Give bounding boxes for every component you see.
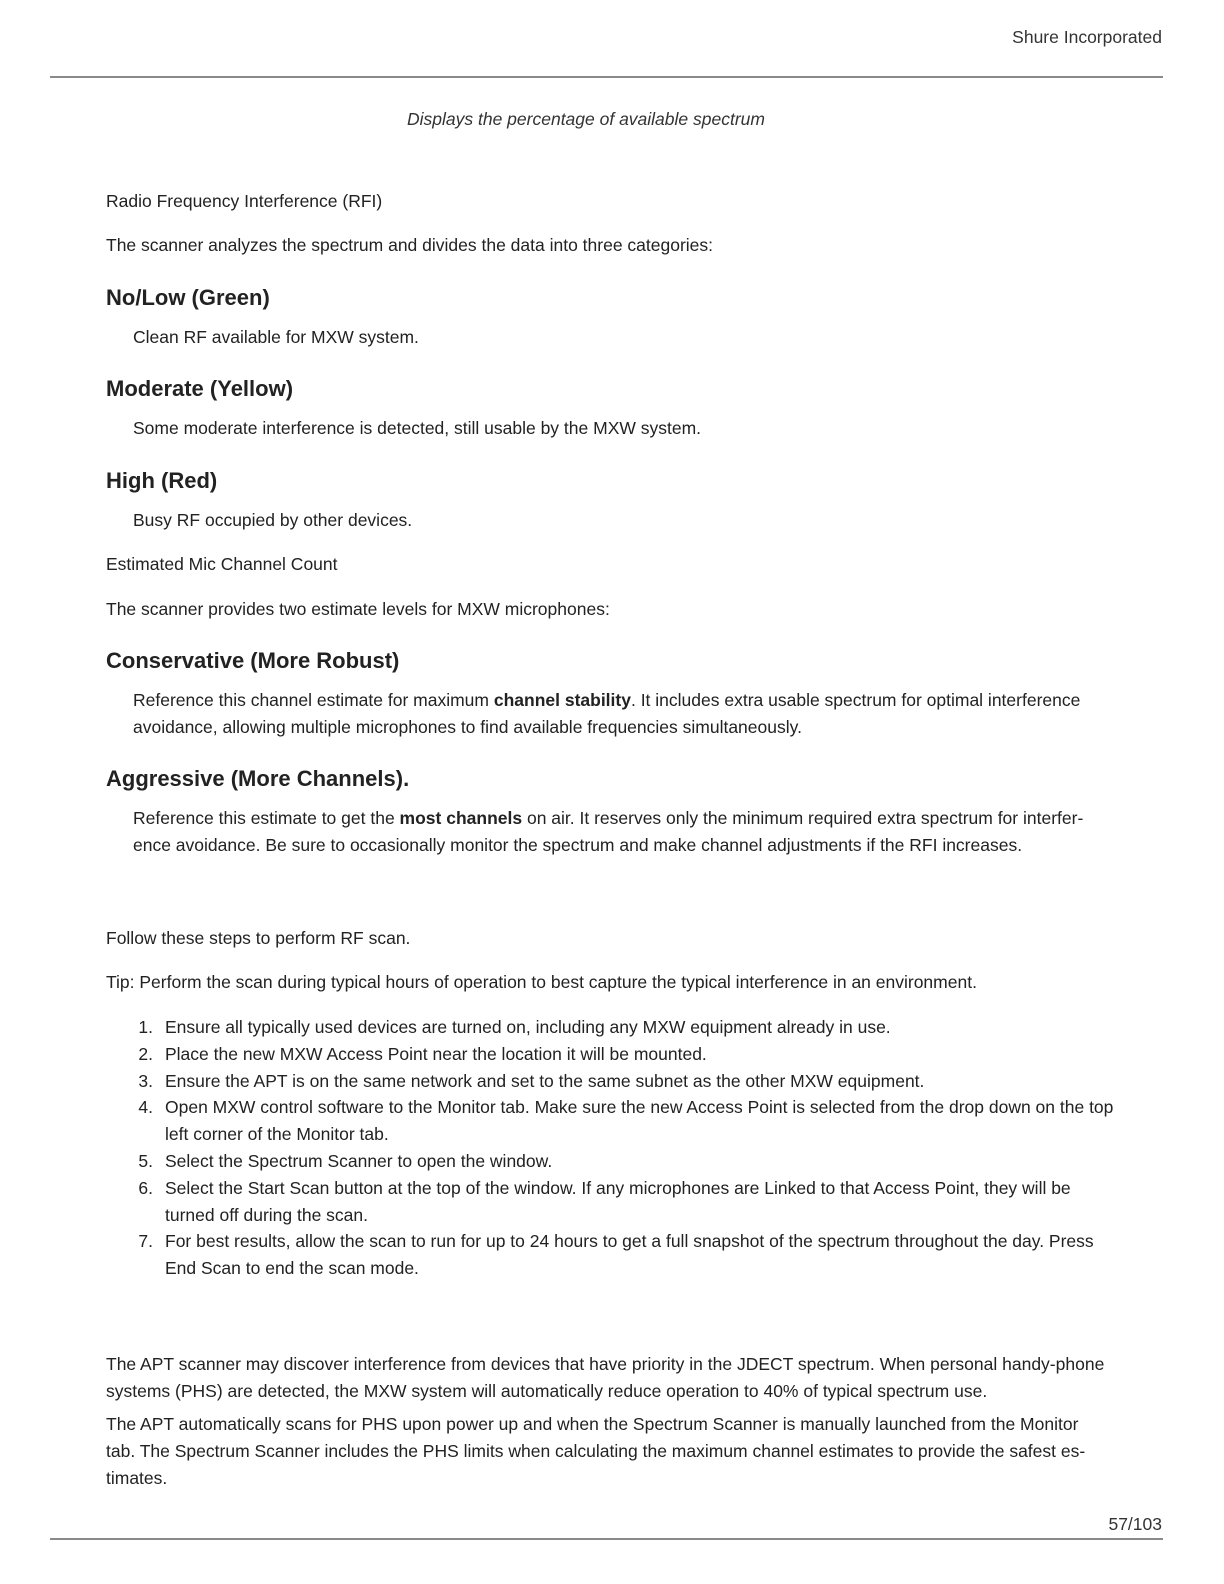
category-heading-moderate: Moderate (Yellow)	[106, 376, 294, 401]
figure-caption: Displays the percentage of available spectrum	[407, 109, 765, 129]
rfi-intro: The scanner analyzes the spectrum and divides the data into three categories:	[106, 235, 714, 255]
step-number: 5.	[138, 1150, 153, 1171]
level-text-aggressive	[133, 805, 1108, 859]
category-text-moderate: Some moderate interference is detected, still usable by the MXW system.	[133, 418, 702, 438]
header-divider	[50, 76, 1163, 78]
list-item	[106, 1175, 1116, 1229]
level-text-aggressive-start: Reference this estimate to get the	[133, 808, 400, 828]
scan-tip: Tip: Perform the scan during typical hours of operation to best capture the typical interference in an environment.	[106, 972, 977, 992]
level-heading-conservative: Conservative (More Robust)	[106, 648, 400, 673]
step-text: Open MXW control software to the Monitor tab. Make sure the new Access Point is selected from the drop down on the top left corner of the Monitor tab.	[165, 1097, 1114, 1145]
phs-paragraph-2: The APT automatically scans for PHS upon power up and when the Spectrum Scanner is manually launched from the Monitor tab. The Spectrum Scanner includes the PHS limits when calculating the maximum channel estimates to provide the safest es-timates.	[106, 1414, 1086, 1488]
footer-divider	[50, 1538, 1163, 1540]
step-text: Ensure the APT is on the same network and set to the same subnet as the other MXW equipment.	[165, 1070, 925, 1091]
step-text: Ensure all typically used devices are turned on, including any MXW equipment already in use.	[165, 1017, 891, 1037]
step-text: Select the Spectrum Scanner to open the window.	[165, 1150, 553, 1171]
category-text-low: Clean RF available for MXW system.	[133, 327, 419, 347]
step-number: 7.	[138, 1231, 153, 1252]
level-text-conservative-start: Reference this channel estimate for maximum	[133, 690, 494, 710]
rfi-title: Radio Frequency Interference (RFI)	[106, 191, 383, 211]
level-heading-aggressive: Aggressive (More Channels).	[106, 766, 410, 791]
step-number: 1.	[138, 1017, 153, 1037]
level-text-conservative	[133, 687, 1108, 741]
category-heading-high: High (Red)	[106, 468, 218, 493]
step-text: Place the new MXW Access Point near the location it will be mounted.	[165, 1043, 707, 1064]
step-number: 4.	[138, 1097, 153, 1118]
category-heading-low: No/Low (Green)	[106, 285, 270, 310]
phs-paragraph-1: The APT scanner may discover interference from devices that have priority in the JDECT spectrum. When personal handy-phone systems (PHS) are detected, the MXW system will automatically reduce operation to 40% of typical spectrum use.	[106, 1354, 1105, 1401]
list-item	[106, 1228, 1116, 1282]
list-item	[106, 1014, 1116, 1041]
estimate-intro: The scanner provides two estimate levels for MXW microphones:	[106, 599, 610, 619]
header-company: Shure Incorporated	[1012, 27, 1162, 47]
page-number: 57/103	[1108, 1514, 1162, 1534]
estimate-title: Estimated Mic Channel Count	[106, 554, 338, 574]
list-item	[106, 1148, 1116, 1175]
level-text-conservative-bold: channel stability	[493, 690, 631, 710]
level-text-aggressive-bold: most channels	[399, 808, 523, 828]
step-text: For best results, allow the scan to run for up to 24 hours to get a full snapshot of the spectrum throughout the day. Press End Scan to end the scan mode.	[165, 1231, 1094, 1279]
level-text-aggressive-end: on air. It reserves only the minimum required extra spectrum for interfer-ence avoidance. Be sure to occasionally monitor the spectrum and make channel adjustments if the RFI increases.	[133, 808, 1084, 855]
step-number: 3.	[138, 1070, 153, 1091]
list-item	[106, 1068, 1116, 1095]
category-text-high: Busy RF occupied by other devices.	[133, 510, 413, 530]
level-text-conservative-end: . It includes extra usable spectrum for optimal interference avoidance, allowing multiple microphones to find available frequencies simultaneously.	[133, 690, 1081, 737]
step-number: 2.	[138, 1043, 153, 1064]
scan-intro: Follow these steps to perform RF scan.	[106, 928, 411, 948]
list-item	[106, 1041, 1116, 1068]
scan-steps-list	[106, 1014, 1116, 1282]
step-text: Select the Start Scan button at the top of the window. If any microphones are Linked to that Access Point, they will be turned off during the scan.	[165, 1177, 1071, 1225]
step-number: 6.	[138, 1177, 153, 1198]
list-item	[106, 1094, 1116, 1148]
